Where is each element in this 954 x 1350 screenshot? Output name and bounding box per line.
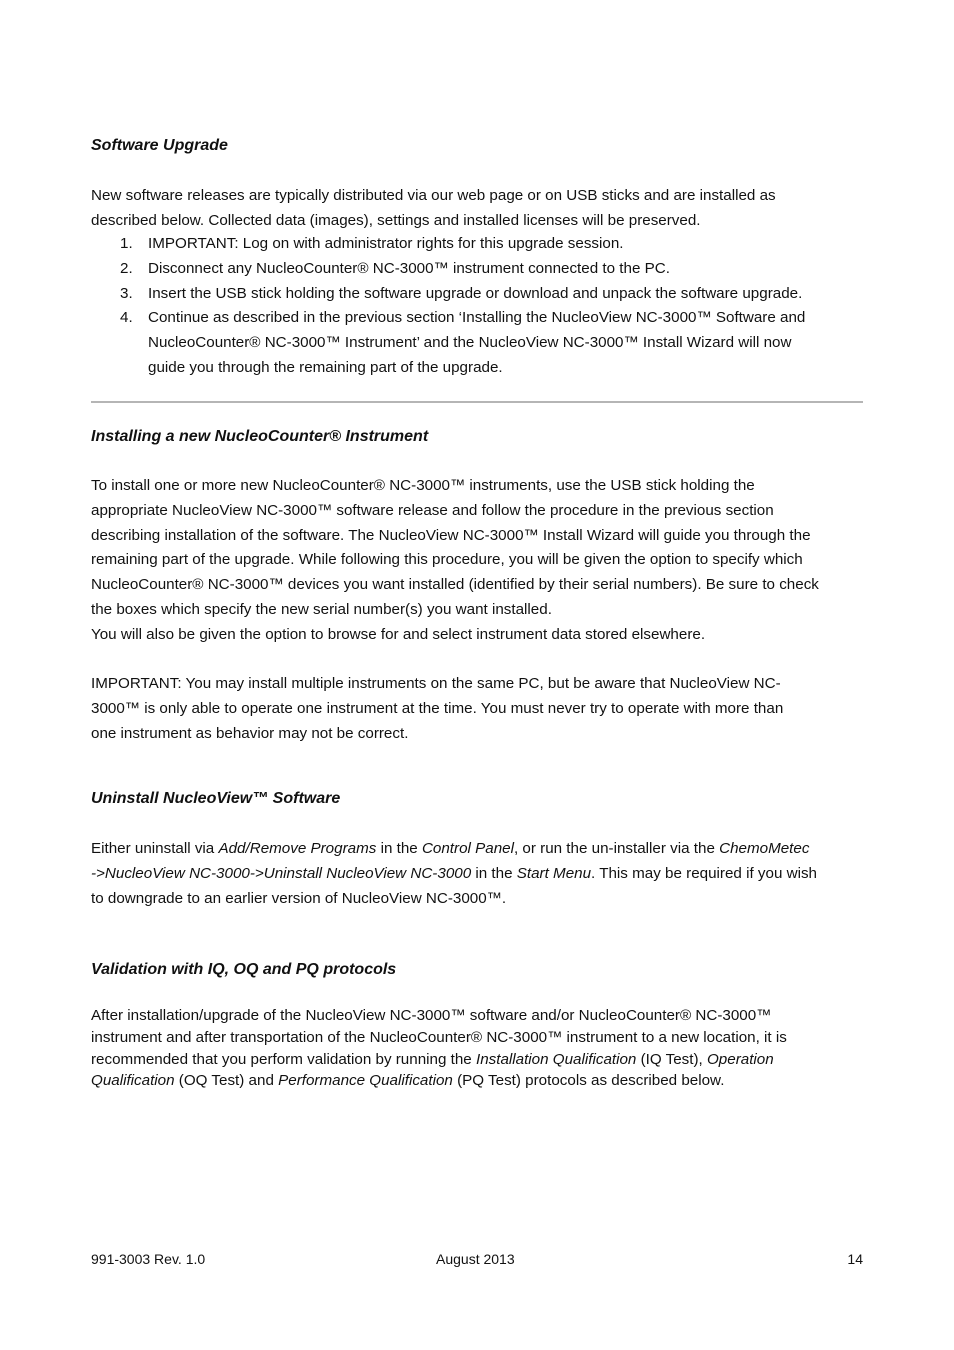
software-upgrade-heading: Software Upgrade <box>91 137 228 154</box>
text-run-italic: Control Panel <box>421 840 514 857</box>
step-number: 3. <box>120 284 133 302</box>
step-number: 4. <box>120 309 133 327</box>
step-text: Continue as described in the previous section ‘Installing the NucleoView NC-3000™ Software and <box>148 309 806 327</box>
text-run: instrument and after transportation of the NucleoCounter® NC-3000™ instrument to a new location, it is <box>91 1028 787 1046</box>
text-run: (IQ Test), <box>636 1050 707 1068</box>
step-text: guide you through the remaining part of the upgrade. <box>148 358 503 376</box>
text-run-italic: Installation Qualification <box>475 1050 637 1068</box>
text-run-italic: Start Menu <box>516 864 592 882</box>
text-run: in the <box>471 864 517 882</box>
paragraph-line: 3000™ is only able to operate one instrument at the time. You must never try to operate with more than <box>91 699 784 717</box>
list-item <box>91 232 863 257</box>
footer-page-number: 14 <box>847 1251 863 1267</box>
text-run-italic: Performance Qualification <box>278 1072 453 1090</box>
footer-doc-id: 991-3003 Rev. 1.0 <box>91 1251 206 1267</box>
paragraph-line: IMPORTANT: You may install multiple instruments on the same PC, but be aware that NucleoView NC- <box>91 675 781 692</box>
paragraph-line: You will also be given the option to browse for and select instrument data stored elsewhere. <box>91 625 706 643</box>
validation-heading: Validation with IQ, OQ and PQ protocols <box>91 961 397 978</box>
paragraph-line: To install one or more new NucleoCounter® NC-3000™ instruments, use the USB stick holding the <box>91 477 755 494</box>
text-run: in the <box>376 840 422 857</box>
validation-paragraph <box>91 1005 863 1092</box>
text-run: Either uninstall via <box>91 840 219 857</box>
step-text: Insert the USB stick holding the software upgrade or download and unpack the software upgrade. <box>148 284 803 302</box>
intro-line: described below. Collected data (images), settings and installed licenses will be preserved. <box>91 211 701 229</box>
paragraph-line: one instrument as behavior may not be correct. <box>91 724 409 742</box>
step-number: 2. <box>120 259 133 277</box>
text-run: . This may be required if you wish <box>591 864 817 882</box>
text-run: (OQ Test) and <box>174 1072 279 1090</box>
step-text: Disconnect any NucleoCounter® NC-3000™ instrument connected to the PC. <box>148 259 670 277</box>
text-run: After installation/upgrade of the NucleoView NC-3000™ software and/or NucleoCounter® NC-3000™ <box>91 1007 772 1024</box>
step-number: 1. <box>120 235 133 252</box>
installing-heading: Installing a new NucleoCounter® Instrument <box>91 428 429 445</box>
paragraph-line: remaining part of the upgrade. While following this procedure, you will be given the option to specify which <box>91 551 803 569</box>
list-item <box>91 306 863 380</box>
text-run-italic: ChemoMetec <box>719 840 810 857</box>
paragraph-line: NucleoCounter® NC-3000™ devices you want installed (identified by their serial numbers). Be sure to check <box>91 576 819 594</box>
text-run-italic: Operation <box>706 1050 774 1068</box>
list-item <box>91 257 863 282</box>
intro-line: New software releases are typically distributed via our web page or on USB sticks and are installed as <box>91 187 776 204</box>
important-paragraph <box>91 672 863 746</box>
section-divider <box>91 401 863 403</box>
paragraph-line: appropriate NucleoView NC-3000™ software release and follow the procedure in the previous section <box>91 501 774 519</box>
text-run: (PQ Test) protocols as described below. <box>452 1072 725 1090</box>
software-upgrade-intro <box>91 184 863 234</box>
text-run: , or run the un-installer via the <box>513 840 720 857</box>
footer-date: August 2013 <box>436 1251 515 1267</box>
text-run-italic: Qualification <box>91 1072 175 1090</box>
paragraph-line: the boxes which specify the new serial number(s) you want installed. <box>91 600 552 618</box>
uninstall-paragraph <box>91 837 863 911</box>
installing-paragraph <box>91 474 863 648</box>
text-run: recommended that you perform validation by running the <box>91 1050 476 1068</box>
upgrade-steps-list <box>91 232 863 381</box>
step-text: IMPORTANT: Log on with administrator rights for this upgrade session. <box>148 235 624 252</box>
text-run: to downgrade to an earlier version of NucleoView NC-3000™. <box>91 889 507 907</box>
paragraph-line: describing installation of the software. The NucleoView NC-3000™ Install Wizard will guide you through the <box>91 526 811 544</box>
text-run-italic: ->NucleoView NC-3000->Uninstall NucleoView NC-3000 <box>91 864 472 882</box>
text-run-italic: Add/Remove Programs <box>218 840 377 857</box>
step-text: NucleoCounter® NC-3000™ Instrument’ and the NucleoView NC-3000™ Install Wizard will now <box>148 334 792 352</box>
list-item <box>91 282 863 307</box>
uninstall-heading: Uninstall NucleoView™ Software <box>91 790 341 807</box>
